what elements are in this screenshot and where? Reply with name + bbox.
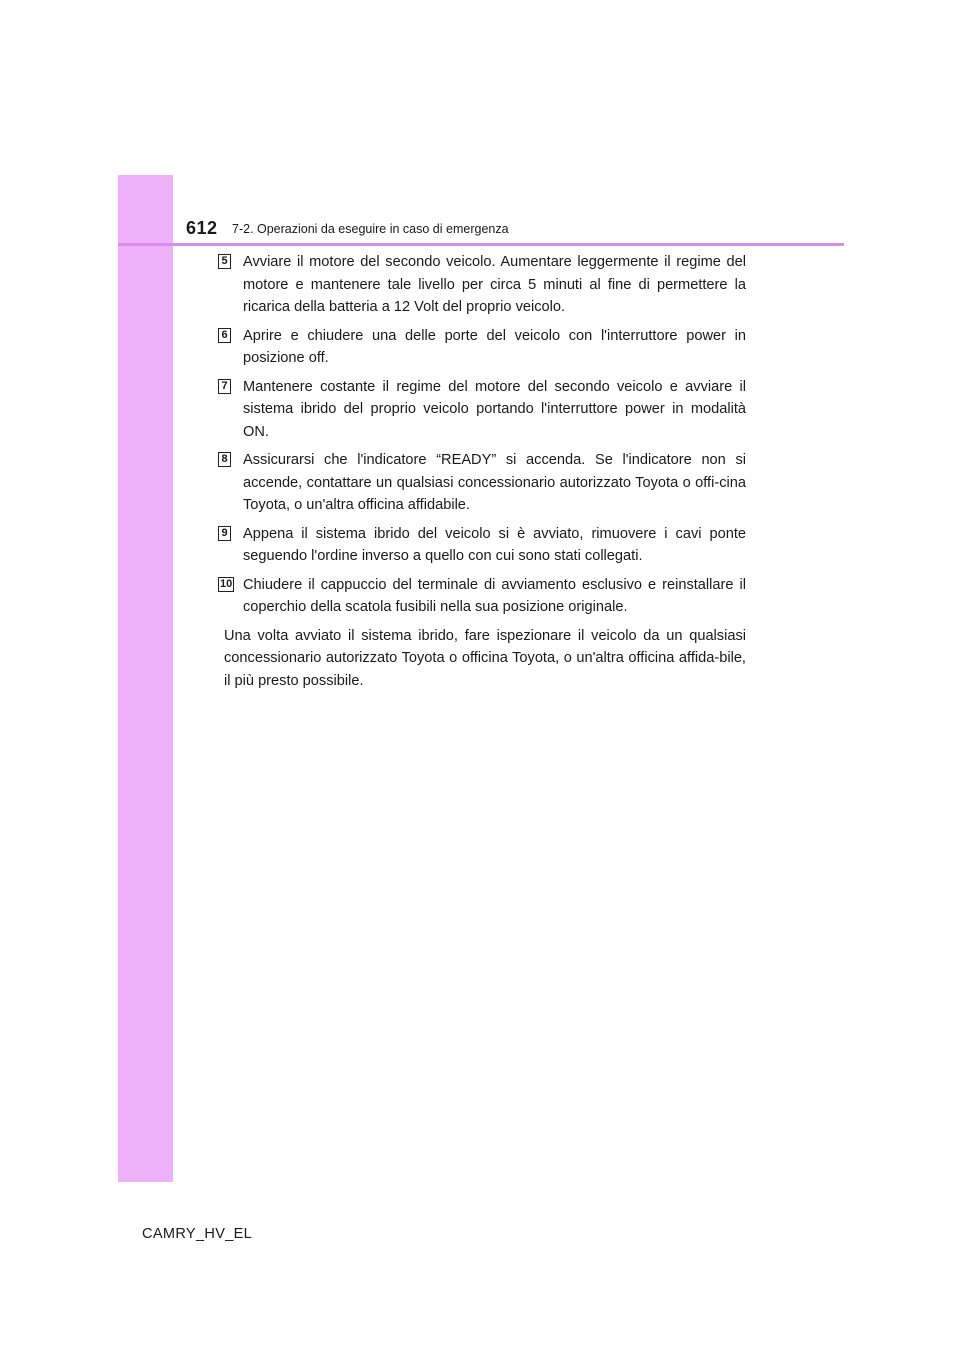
step-number-badge: 5 (218, 254, 231, 269)
step-text: Assicurarsi che l'indicatore “READY” si accenda. Se l'indicatore non si accende, contattare un qualsiasi concessionario autorizzato Toyota o offi-cina Toyota, o un'altra officina affidabile. (243, 452, 746, 513)
step-item (218, 574, 746, 619)
header-divider (118, 243, 844, 246)
chapter-sidebar-tab (118, 175, 173, 1182)
step-item (218, 251, 746, 319)
model-code-footer: CAMRY_HV_EL (142, 1226, 253, 1242)
step-number-badge: 8 (218, 452, 231, 467)
step-text: Appena il sistema ibrido del veicolo si è avviato, rimuovere i cavi ponte seguendo l'ordine inverso a quello con cui sono stati collegati. (243, 525, 746, 564)
page-content (218, 251, 746, 692)
step-text: Aprire e chiudere una delle porte del veicolo con l'interruttore power in posizione off. (243, 327, 746, 366)
step-number-badge: 10 (220, 577, 233, 590)
step-number-badge: 9 (218, 526, 231, 541)
step-number-badge: 7 (218, 379, 231, 394)
section-title: 7-2. Operazioni da eseguire in caso di emergenza (232, 222, 509, 236)
step-item (218, 376, 746, 444)
step-number-badge: 6 (218, 328, 231, 343)
closing-note: Una volta avviato il sistema ibrido, fare ispezionare il veicolo da un qualsiasi concessionario autorizzato Toyota o officina Toyota, o un'altra officina affida-bile, il più presto possibile. (224, 627, 746, 689)
step-text: Chiudere il cappuccio del terminale di avviamento esclusivo e reinstallare il coperchio della scatola fusibili nella sua posizione originale. (243, 576, 746, 615)
step-item (218, 523, 746, 568)
page-number: 612 (186, 218, 218, 238)
step-text: Avviare il motore del secondo veicolo. Aumentare leggermente il regime del motore e mantenere tale livello per circa 5 minuti al fine di permettere la ricarica della batteria a 12 Volt del proprio veicolo. (243, 254, 746, 315)
step-item (218, 449, 746, 517)
step-text: Mantenere costante il regime del motore del secondo veicolo e avviare il sistema ibrido del proprio veicolo portando l'interruttore power in modalità ON. (243, 378, 746, 440)
step-item (218, 325, 746, 370)
